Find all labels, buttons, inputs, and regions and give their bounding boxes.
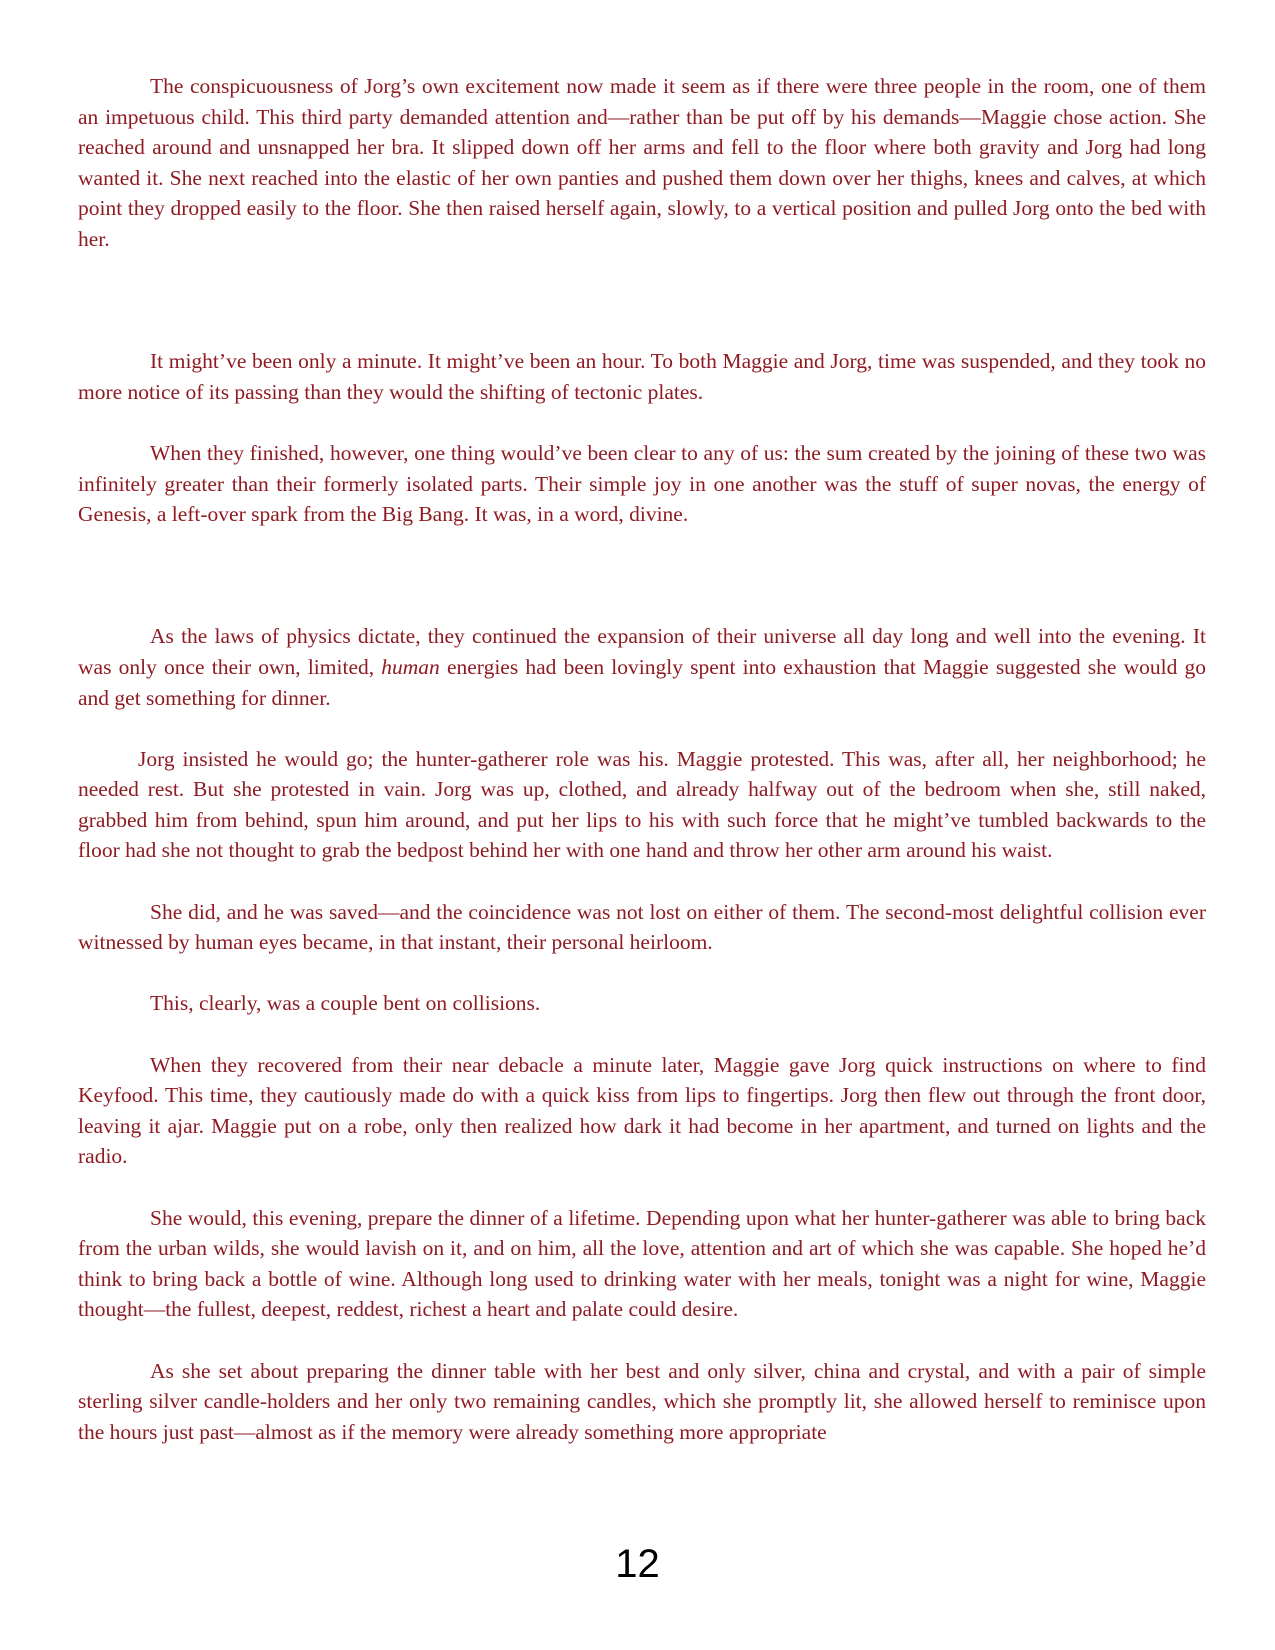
page-number: 12 xyxy=(615,1542,660,1586)
paragraph-6: She did, and he was saved—and the coincidence was not lost on either of them. The second-most delightful collision ever witnessed by human eyes became, in that instant, their personal heirloom. xyxy=(78,899,1206,955)
paragraph-5: Jorg insisted he would go; the hunter-gatherer role was his. Maggie protested. This was, after all, her neighborhood; he needed rest. But she protested in vain. Jorg was up, clothed, and already halfway out of the bedroom when she, still naked, grabbed him from behind, spun him around, and put her lips to his with such force that he might’ve tumbled backwards to the floor had she not thought to grab the bedpost behind her with one hand and throw her other arm around his waist. xyxy=(78,746,1206,863)
paragraph-4 xyxy=(78,621,1206,713)
paragraph-4-text-start: As the laws of physics dictate, they continued the expansion of their universe all day long and well into the evening. It was only once their own, limited, xyxy=(78,624,1206,679)
section-break xyxy=(78,285,1206,346)
paragraph-2: It might’ve been only a minute. It might’ve been an hour. To both Maggie and Jorg, time was suspended, and they took no more notice of its passing than they would the shifting of tectonic plates. xyxy=(78,349,1206,404)
paragraph-8: When they recovered from their near debacle a minute later, Maggie gave Jorg quick instructions on where to find Keyfood. This time, they cautiously made do with a quick kiss from lips to fingertips. Jorg then flew out through the front door, leaving it ajar. Maggie put on a robe, only then realized how dark it had become in her apartment, and turned on lights and the radio. xyxy=(78,1052,1206,1169)
paragraph-3: When they finished, however, one thing would’ve been clear to any of us: the sum created by the joining of these two was infinitely greater than their formerly isolated parts. Their simple joy in one another was the stuff of super novas, the energy of Genesis, a left-over spark from the Big Bang. It was, in a word, divine. xyxy=(78,440,1206,527)
paragraph-4-italic-word: human xyxy=(381,654,440,679)
paragraph-4-text-end: energies had been lovingly spent into exhaustion that Maggie suggested she would go and get something for dinner. xyxy=(78,654,1206,710)
paragraph-7: This, clearly, was a couple bent on collisions. xyxy=(150,991,541,1016)
paragraph-10: As she set about preparing the dinner table with her best and only silver, china and crystal, and with a pair of simple sterling silver candle-holders and her only two remaining candles, which she promptly lit, she allowed herself to reminisce upon the hours just past—almost as if the memory were already something more appropriate xyxy=(78,1358,1206,1444)
paragraph-1: The conspicuousness of Jorg’s own excitement now made it seem as if there were three people in the room, one of them an impetuous child. This third party demanded attention and—rather than be put off by his demands—Maggie chose action. She reached around and unsnapped her bra. It slipped down off her arms and fell to the floor where both gravity and Jorg had long wanted it. She next reached into the elastic of her own panties and pushed them down over her thighs, knees and calves, at which point they dropped easily to the floor. She then raised herself again, slowly, to a vertical position and pulled Jorg onto the bed with her. xyxy=(78,74,1206,251)
body-text xyxy=(78,71,1206,1478)
paragraph-9: She would, this evening, prepare the dinner of a lifetime. Depending upon what her hunter-gatherer was able to bring back from the urban wilds, she would lavish on it, and on him, all the love, attention and art of which she was capable. She hoped he’d think to bring back a bottle of wine. Although long used to drinking water with her meals, tonight was a night for wine, Maggie thought—the fullest, deepest, reddest, richest a heart and palate could desire. xyxy=(78,1205,1206,1322)
section-break xyxy=(78,560,1206,621)
